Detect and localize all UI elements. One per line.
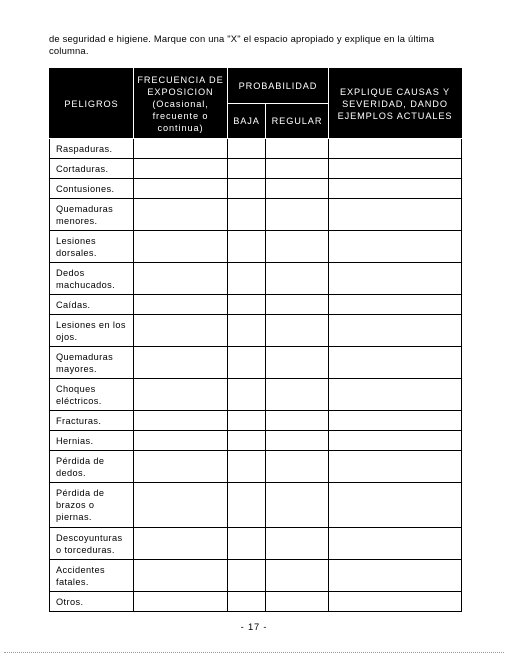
regular-cell[interactable] [266, 528, 329, 560]
explique-cell[interactable] [329, 263, 462, 295]
baja-cell[interactable] [228, 159, 266, 179]
explique-cell[interactable] [329, 159, 462, 179]
table-row [50, 347, 462, 379]
header-regular: REGULAR [266, 104, 329, 139]
baja-cell[interactable] [228, 560, 266, 592]
table-row [50, 159, 462, 179]
baja-cell[interactable] [228, 263, 266, 295]
baja-cell[interactable] [228, 139, 266, 159]
table-row [50, 263, 462, 295]
frecuencia-cell[interactable] [134, 231, 228, 263]
explique-cell[interactable] [329, 451, 462, 483]
regular-cell[interactable] [266, 263, 329, 295]
explique-cell[interactable] [329, 295, 462, 315]
regular-cell[interactable] [266, 411, 329, 431]
explique-cell[interactable] [329, 347, 462, 379]
table-row [50, 451, 462, 483]
explique-cell[interactable] [329, 411, 462, 431]
regular-cell[interactable] [266, 295, 329, 315]
frecuencia-cell[interactable] [134, 199, 228, 231]
frecuencia-cell[interactable] [134, 528, 228, 560]
frecuencia-cell[interactable] [134, 592, 228, 612]
explique-cell[interactable] [329, 431, 462, 451]
explique-cell[interactable] [329, 379, 462, 411]
explique-cell[interactable] [329, 139, 462, 159]
frecuencia-cell[interactable] [134, 431, 228, 451]
regular-cell[interactable] [266, 179, 329, 199]
baja-cell[interactable] [228, 179, 266, 199]
frecuencia-cell[interactable] [134, 315, 228, 347]
regular-cell[interactable] [266, 159, 329, 179]
hazard-label: Cortaduras. [50, 159, 134, 179]
table-row [50, 315, 462, 347]
hazard-label: Otros. [50, 592, 134, 612]
page-edge-divider [4, 652, 504, 653]
frecuencia-cell[interactable] [134, 379, 228, 411]
baja-cell[interactable] [228, 199, 266, 231]
baja-cell[interactable] [228, 592, 266, 612]
baja-cell[interactable] [228, 483, 266, 528]
explique-cell[interactable] [329, 315, 462, 347]
table-row [50, 560, 462, 592]
hazard-label: Pérdida de brazos o piernas. [50, 483, 134, 528]
hazard-label: Contusiones. [50, 179, 134, 199]
hazard-label: Lesiones dorsales. [50, 231, 134, 263]
hazard-label: Dedos machucados. [50, 263, 134, 295]
regular-cell[interactable] [266, 199, 329, 231]
baja-cell[interactable] [228, 431, 266, 451]
baja-cell[interactable] [228, 231, 266, 263]
baja-cell[interactable] [228, 379, 266, 411]
regular-cell[interactable] [266, 592, 329, 612]
header-explique: EXPLIQUE CAUSAS Y SEVERIDAD, DANDO EJEMPLOS ACTUALES [329, 69, 462, 139]
table-row [50, 231, 462, 263]
hazard-label: Choques eléctricos. [50, 379, 134, 411]
header-peligros: PELIGROS [50, 69, 134, 139]
baja-cell[interactable] [228, 315, 266, 347]
frecuencia-cell[interactable] [134, 347, 228, 379]
frecuencia-cell[interactable] [134, 411, 228, 431]
baja-cell[interactable] [228, 411, 266, 431]
hazard-label: Raspaduras. [50, 139, 134, 159]
header-frecuencia: FRECUENCIA DE EXPOSICION (Ocasional, frecuente o continua) [134, 69, 228, 139]
header-probabilidad: PROBABILIDAD [228, 69, 329, 104]
regular-cell[interactable] [266, 315, 329, 347]
regular-cell[interactable] [266, 379, 329, 411]
hazard-label: Accidentes fatales. [50, 560, 134, 592]
regular-cell[interactable] [266, 431, 329, 451]
hazard-label: Caídas. [50, 295, 134, 315]
table-row [50, 592, 462, 612]
hazard-label: Pérdida de dedos. [50, 451, 134, 483]
hazard-label: Quemaduras mayores. [50, 347, 134, 379]
explique-cell[interactable] [329, 483, 462, 528]
hazard-rows [50, 139, 462, 612]
table-row [50, 431, 462, 451]
baja-cell[interactable] [228, 528, 266, 560]
regular-cell[interactable] [266, 139, 329, 159]
hazard-label: Fracturas. [50, 411, 134, 431]
hazard-label: Descoyunturas o torceduras. [50, 528, 134, 560]
frecuencia-cell[interactable] [134, 179, 228, 199]
explique-cell[interactable] [329, 179, 462, 199]
regular-cell[interactable] [266, 451, 329, 483]
regular-cell[interactable] [266, 483, 329, 528]
intro-text: de seguridad e higiene. Marque con una "X" el espacio apropiado y explique en la última columna. [49, 33, 435, 56]
baja-cell[interactable] [228, 295, 266, 315]
explique-cell[interactable] [329, 528, 462, 560]
explique-cell[interactable] [329, 560, 462, 592]
hazard-label: Hernias. [50, 431, 134, 451]
header-baja: BAJA [228, 104, 266, 139]
explique-cell[interactable] [329, 231, 462, 263]
explique-cell[interactable] [329, 592, 462, 612]
table-row [50, 199, 462, 231]
frecuencia-cell[interactable] [134, 295, 228, 315]
table-row [50, 179, 462, 199]
table-row [50, 483, 462, 528]
table-row [50, 411, 462, 431]
frecuencia-cell[interactable] [134, 560, 228, 592]
table-row [50, 528, 462, 560]
page-number: - 17 - [240, 621, 268, 632]
table-row [50, 295, 462, 315]
table-row [50, 379, 462, 411]
baja-cell[interactable] [228, 451, 266, 483]
hazard-label: Quemaduras menores. [50, 199, 134, 231]
explique-cell[interactable] [329, 199, 462, 231]
table-row [50, 139, 462, 159]
frecuencia-cell[interactable] [134, 483, 228, 528]
hazard-table [49, 68, 462, 612]
regular-cell[interactable] [266, 560, 329, 592]
regular-cell[interactable] [266, 231, 329, 263]
baja-cell[interactable] [228, 347, 266, 379]
frecuencia-cell[interactable] [134, 451, 228, 483]
frecuencia-cell[interactable] [134, 139, 228, 159]
frecuencia-cell[interactable] [134, 159, 228, 179]
regular-cell[interactable] [266, 347, 329, 379]
frecuencia-cell[interactable] [134, 263, 228, 295]
hazard-label: Lesiones en los ojos. [50, 315, 134, 347]
